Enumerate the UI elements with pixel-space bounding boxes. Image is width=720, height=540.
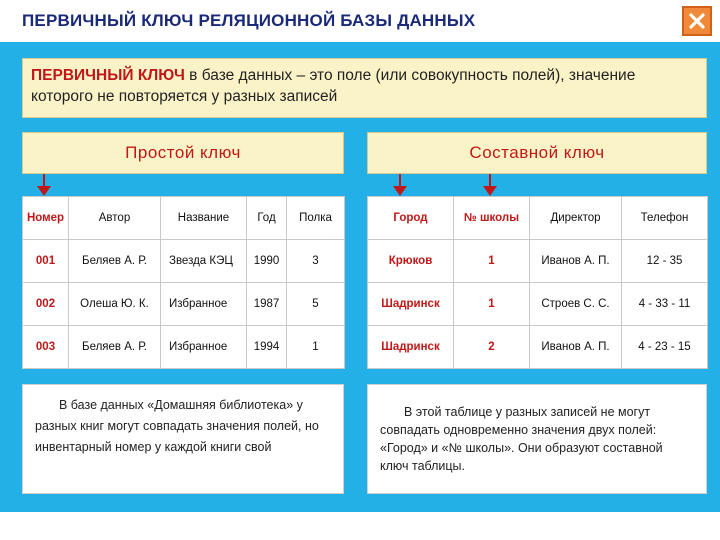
- simple-key-arrow: [37, 174, 51, 196]
- table-cell: Звезда КЭЦ: [161, 240, 247, 283]
- table-cell: 1990: [247, 240, 287, 283]
- table-cell: Избранное: [161, 326, 247, 369]
- definition-text: в базе данных – это поле (или совокупность полей), значение которого не повторяется у разных записей: [31, 67, 636, 105]
- bottom-strip: [0, 512, 720, 540]
- table-cell: 4 - 23 - 15: [622, 326, 708, 369]
- table-cell: Шадринск: [368, 326, 454, 369]
- table-cell: 3: [287, 240, 345, 283]
- table-cell: Иванов А. П.: [530, 326, 622, 369]
- definition-panel: [22, 58, 707, 118]
- composite-key-note: [367, 384, 707, 494]
- table-row: [368, 326, 708, 369]
- table-cell: 5: [287, 283, 345, 326]
- composite-key-note-text: В этой таблице у разных записей не могут совпадать одновременно значения двух полей: «Город» и «№ школы». Они образуют составной ключ таблицы.: [380, 405, 663, 473]
- table-row: [23, 326, 345, 369]
- table-cell: 1: [454, 240, 530, 283]
- table-cell: 001: [23, 240, 69, 283]
- composite-key-arrow-school: [483, 174, 497, 196]
- table-header-row: [23, 197, 345, 240]
- table-row: [368, 283, 708, 326]
- column-header: Город: [368, 197, 454, 240]
- table-cell: Строев С. С.: [530, 283, 622, 326]
- table-cell: 1987: [247, 283, 287, 326]
- schools-table: [367, 196, 708, 369]
- library-table: [22, 196, 345, 369]
- column-header: Год: [247, 197, 287, 240]
- composite-key-arrow-city: [393, 174, 407, 196]
- title-bar: [0, 0, 720, 42]
- library-note: [22, 384, 344, 494]
- column-header: Директор: [530, 197, 622, 240]
- table-cell: 2: [454, 326, 530, 369]
- table-cell: Шадринск: [368, 283, 454, 326]
- column-header: Телефон: [622, 197, 708, 240]
- table-cell: Крюков: [368, 240, 454, 283]
- table-cell: Избранное: [161, 283, 247, 326]
- close-icon: [688, 12, 706, 30]
- composite-key-label: Составной ключ: [367, 132, 707, 174]
- table-row: [23, 283, 345, 326]
- column-header: Название: [161, 197, 247, 240]
- page-title: ПЕРВИЧНЫЙ КЛЮЧ РЕЛЯЦИОННОЙ БАЗЫ ДАННЫХ: [22, 11, 476, 30]
- table-cell: Беляев А. Р.: [69, 326, 161, 369]
- table-cell: 1: [287, 326, 345, 369]
- table-cell: Иванов А. П.: [530, 240, 622, 283]
- table-cell: 12 - 35: [622, 240, 708, 283]
- table-cell: Беляев А. Р.: [69, 240, 161, 283]
- table-cell: 003: [23, 326, 69, 369]
- column-header: Автор: [69, 197, 161, 240]
- simple-key-label: Простой ключ: [22, 132, 344, 174]
- column-header: Номер: [23, 197, 69, 240]
- table-cell: 1994: [247, 326, 287, 369]
- table-cell: 002: [23, 283, 69, 326]
- close-button[interactable]: [682, 6, 712, 36]
- definition-term: ПЕРВИЧНЫЙ КЛЮЧ: [31, 67, 185, 84]
- column-header: Полка: [287, 197, 345, 240]
- table-header-row: [368, 197, 708, 240]
- library-note-text: В базе данных «Домашняя библиотека» у разных книг могут совпадать значения полей, но инвентарный номер у каждой книги свой: [35, 398, 319, 454]
- table-row: [23, 240, 345, 283]
- table-cell: Олеша Ю. К.: [69, 283, 161, 326]
- table-cell: 4 - 33 - 11: [622, 283, 708, 326]
- content-area: [0, 42, 720, 512]
- table-row: [368, 240, 708, 283]
- table-cell: 1: [454, 283, 530, 326]
- column-header: № школы: [454, 197, 530, 240]
